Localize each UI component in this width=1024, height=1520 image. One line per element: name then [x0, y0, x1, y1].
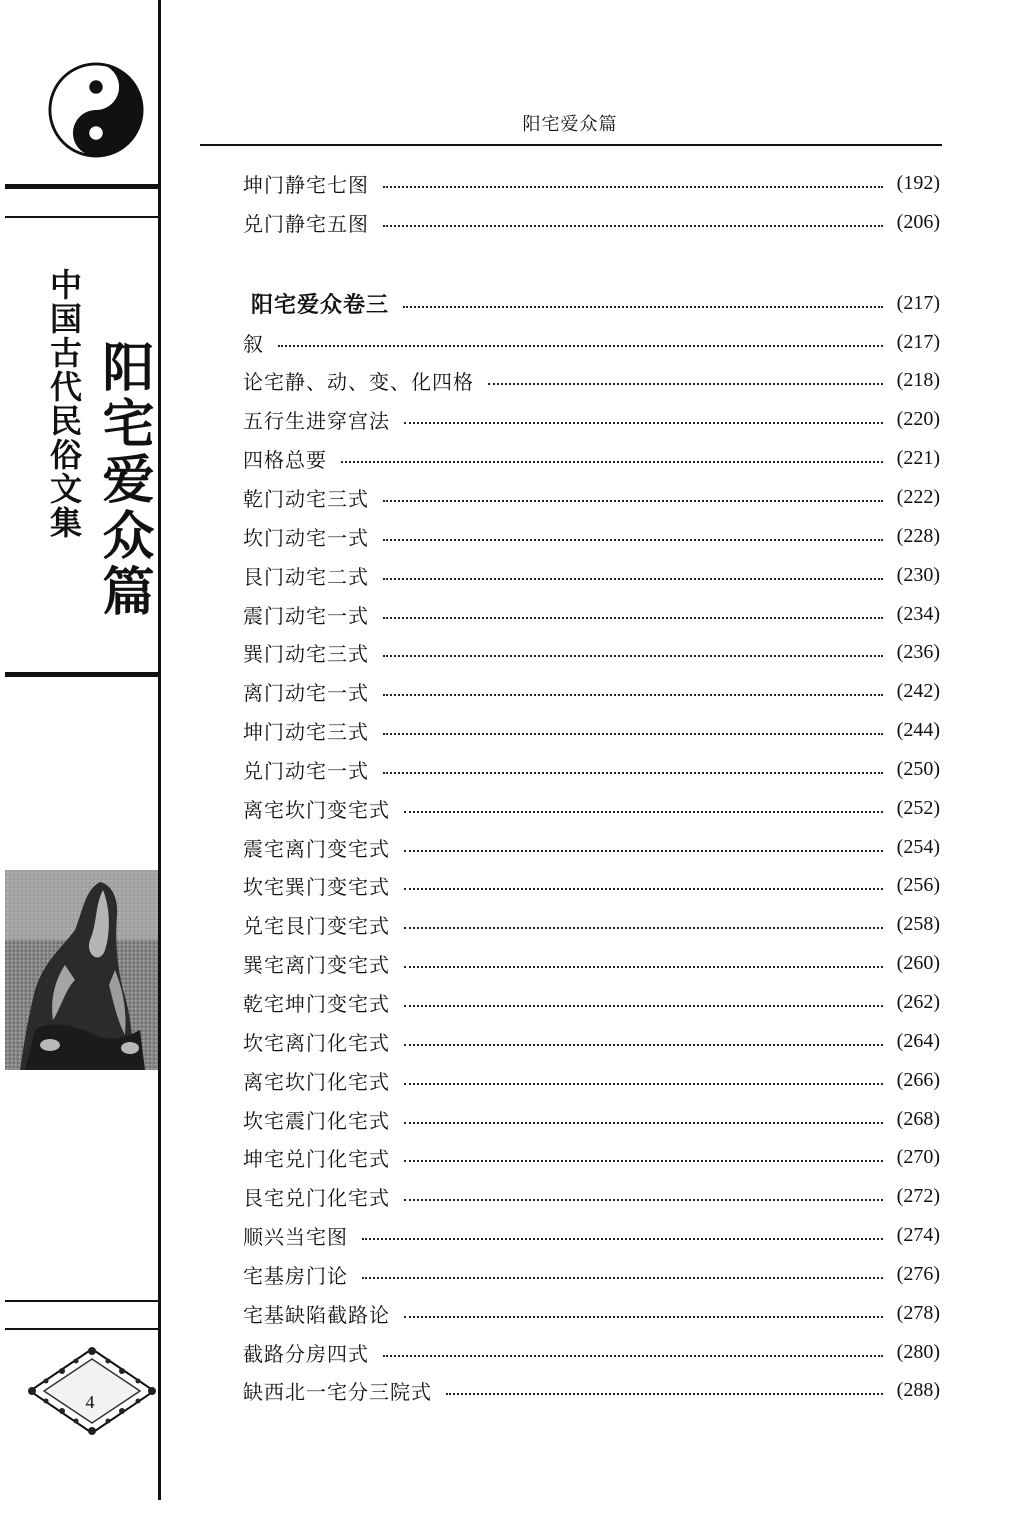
dot-leader [404, 888, 883, 890]
toc-entry[interactable] [243, 793, 940, 823]
toc-entry-title: 兑门动宅一式 [243, 758, 369, 783]
dot-leader [488, 383, 883, 385]
toc-entry-title: 艮宅兑门化宅式 [243, 1185, 390, 1210]
toc-entry-title: 离门动宅一式 [243, 680, 369, 705]
toc-entry-page: (228) [896, 524, 940, 547]
toc-entry[interactable] [243, 832, 940, 862]
toc-entry[interactable] [243, 482, 940, 512]
book-title: 阳宅爱众篇 [93, 340, 154, 620]
dot-leader [404, 422, 883, 424]
toc-entry-page: (236) [896, 640, 940, 663]
toc-entry[interactable] [243, 404, 940, 434]
toc-entry-title: 兑宅艮门变宅式 [243, 913, 390, 938]
toc-entry-page: (244) [896, 718, 940, 741]
dot-leader [404, 1005, 883, 1007]
toc-entry[interactable] [243, 1298, 940, 1328]
toc-entry-title: 坎宅离门化宅式 [243, 1030, 390, 1055]
toc-entry-page: (222) [896, 485, 940, 508]
toc-entry-page: (272) [896, 1184, 940, 1207]
toc-entry-title: 巽门动宅三式 [243, 641, 369, 666]
toc-entry-title: 离宅坎门化宅式 [243, 1069, 390, 1094]
sidebar [0, 0, 162, 1500]
toc-entry[interactable] [243, 1065, 940, 1095]
toc-entry-page: (262) [896, 990, 940, 1013]
toc-entry-title: 乾门动宅三式 [243, 486, 369, 511]
dot-leader [404, 850, 883, 852]
toc-entry-title: 乾宅坤门变宅式 [243, 991, 390, 1016]
header-rule [200, 144, 942, 146]
toc-entry-page: (278) [896, 1301, 940, 1324]
toc-entry[interactable] [243, 754, 940, 784]
toc-entry[interactable] [243, 443, 940, 473]
statue-photo [5, 870, 158, 1070]
toc-entry-title: 离宅坎门变宅式 [243, 797, 390, 822]
toc-entry-page: (234) [896, 602, 940, 625]
sidebar-rule [5, 1300, 161, 1302]
toc-entry[interactable] [243, 168, 940, 198]
toc-entry-page: (254) [896, 835, 940, 858]
toc-entry-page: (192) [896, 171, 940, 194]
dot-leader [383, 225, 883, 227]
dot-leader [446, 1393, 883, 1395]
toc-entry-page: (252) [896, 796, 940, 819]
series-title: 中国古代民俗文集 [45, 268, 83, 540]
toc-entry[interactable] [243, 1220, 940, 1250]
toc-entry[interactable] [243, 987, 940, 1017]
dot-leader [383, 694, 883, 696]
toc-entry-title: 兑门静宅五图 [243, 211, 369, 236]
toc-entry[interactable] [243, 207, 940, 237]
toc-entry[interactable] [243, 948, 940, 978]
toc-entry-page: (268) [896, 1107, 940, 1130]
dot-leader [403, 306, 883, 308]
toc-entry-title: 截路分房四式 [243, 1341, 369, 1366]
toc-entry[interactable] [243, 870, 940, 900]
toc-entry-page: (250) [896, 757, 940, 780]
dot-leader [383, 186, 883, 188]
sidebar-rule [5, 1328, 161, 1330]
toc-entry-page: (217) [896, 330, 940, 353]
toc-entry-title: 五行生进穿宫法 [243, 408, 390, 433]
toc-entry-title: 四格总要 [243, 447, 327, 472]
toc-entry-title: 坎宅巽门变宅式 [243, 874, 390, 899]
toc-entry[interactable] [243, 365, 940, 395]
page-number: 4 [85, 1392, 95, 1412]
dot-leader [383, 655, 883, 657]
toc-entry-page: (280) [896, 1340, 940, 1363]
sidebar-rule [5, 672, 161, 677]
toc-entry-page: (264) [896, 1029, 940, 1052]
toc-entry[interactable] [243, 599, 940, 629]
toc-entry-page: (218) [896, 368, 940, 391]
dot-leader [383, 1355, 883, 1357]
toc-entry-title: 宅基缺陷截路论 [243, 1302, 390, 1327]
dot-leader [404, 1083, 883, 1085]
sidebar-rule [5, 184, 161, 189]
toc-entry-page: (288) [896, 1378, 940, 1401]
dot-leader [404, 1122, 883, 1124]
toc-entry[interactable] [243, 327, 940, 357]
dot-leader [404, 1160, 883, 1162]
toc-entry-title: 顺兴当宅图 [243, 1224, 348, 1249]
toc-entry-title: 论宅静、动、变、化四格 [243, 369, 474, 394]
dot-leader [404, 927, 883, 929]
toc-entry[interactable] [243, 1337, 940, 1367]
toc-entry-page: (217) [896, 291, 940, 314]
toc-entry[interactable] [243, 676, 940, 706]
toc-entry-title: 坤门静宅七图 [243, 172, 369, 197]
toc-entry-page: (274) [896, 1223, 940, 1246]
dot-leader [362, 1277, 883, 1279]
toc-entry-page: (258) [896, 912, 940, 935]
toc-entry-page: (266) [896, 1068, 940, 1091]
toc-entry-page: (276) [896, 1262, 940, 1285]
dot-leader [404, 811, 883, 813]
toc-entry[interactable] [243, 1026, 940, 1056]
toc-entry[interactable] [243, 909, 940, 939]
running-head: 阳宅爱众篇 [522, 114, 618, 135]
toc-entry-title: 震宅离门变宅式 [243, 836, 390, 861]
toc-section-heading[interactable] [243, 288, 940, 318]
taiji-icon [48, 62, 144, 158]
ornamental-emblem-icon [26, 1345, 158, 1437]
toc-entry[interactable] [243, 1181, 940, 1211]
dot-leader [404, 1199, 883, 1201]
toc-entry-title: 艮门动宅二式 [243, 564, 369, 589]
dot-leader [383, 772, 883, 774]
toc-entry[interactable] [243, 637, 940, 667]
toc-entry-page: (220) [896, 407, 940, 430]
toc-entry-title: 坎门动宅一式 [243, 525, 369, 550]
toc-entry-page: (260) [896, 951, 940, 974]
toc-entry[interactable] [243, 1142, 940, 1172]
toc-entry-title: 阳宅爱众卷三 [251, 291, 390, 318]
sidebar-rule [5, 216, 161, 218]
toc-entry-page: (242) [896, 679, 940, 702]
dot-leader [383, 578, 883, 580]
toc-entry-title: 叙 [243, 331, 264, 356]
toc-entry-title: 震门动宅一式 [243, 603, 369, 628]
toc-entry-page: (206) [896, 210, 940, 233]
dot-leader [278, 345, 883, 347]
toc-entry[interactable] [243, 560, 940, 590]
toc-entry[interactable] [243, 1259, 940, 1289]
toc-entry[interactable] [243, 715, 940, 745]
dot-leader [404, 1044, 883, 1046]
toc-entry[interactable] [243, 1104, 940, 1134]
toc-entry-title: 坤宅兑门化宅式 [243, 1146, 390, 1171]
dot-leader [404, 966, 883, 968]
toc-entry-page: (230) [896, 563, 940, 586]
toc-entry-title: 坤门动宅三式 [243, 719, 369, 744]
dot-leader [341, 461, 883, 463]
sidebar-vertical-rule [158, 0, 161, 1500]
dot-leader [362, 1238, 883, 1240]
dot-leader [383, 733, 883, 735]
dot-leader [383, 539, 883, 541]
toc-entry-title: 宅基房门论 [243, 1263, 348, 1288]
dot-leader [383, 500, 883, 502]
toc-entry-title: 坎宅震门化宅式 [243, 1108, 390, 1133]
dot-leader [404, 1316, 883, 1318]
toc-entry-page: (270) [896, 1145, 940, 1168]
dot-leader [383, 617, 883, 619]
toc-entry-page: (221) [896, 446, 940, 469]
toc-entry[interactable] [243, 1375, 940, 1405]
toc-entry[interactable] [243, 521, 940, 551]
toc-entry-title: 巽宅离门变宅式 [243, 952, 390, 977]
toc-entry-page: (256) [896, 873, 940, 896]
toc-entry-title: 缺西北一宅分三院式 [243, 1379, 432, 1404]
